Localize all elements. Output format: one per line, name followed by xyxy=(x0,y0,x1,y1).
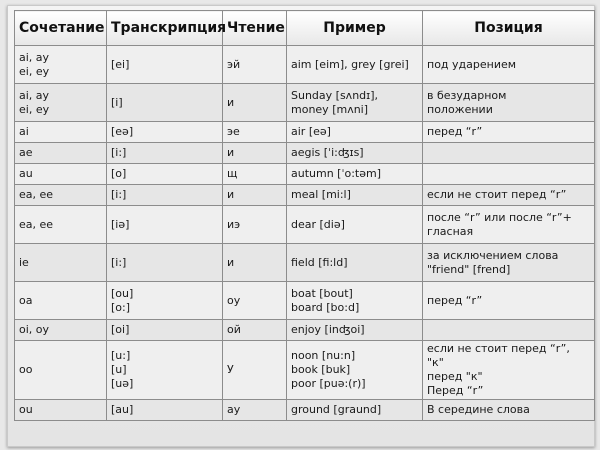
letter-combinations-table xyxy=(14,10,595,421)
table-row xyxy=(15,143,595,164)
header-transcription: Транскрипция xyxy=(107,11,223,46)
cell-example: field [fi:ld] xyxy=(287,244,423,282)
table-row xyxy=(15,400,595,421)
cell-transcription: [eə] xyxy=(107,122,223,143)
cell-reading: оу xyxy=(223,282,287,320)
slide-panel xyxy=(7,5,595,447)
cell-example: autumn [ˈo:təm] xyxy=(287,164,423,185)
table-header-row xyxy=(15,11,595,46)
header-combination: Сочетание xyxy=(15,11,107,46)
cell-combination: oi, oy xyxy=(15,320,107,341)
cell-position: В середине слова xyxy=(423,400,595,421)
cell-example: noon [nu:n] book [buk] poor [puə:(r)] xyxy=(287,341,423,400)
cell-reading: и xyxy=(223,143,287,164)
table-row xyxy=(15,282,595,320)
cell-transcription: [ei] xyxy=(107,46,223,84)
cell-transcription: [i] xyxy=(107,84,223,122)
cell-transcription: [iə] xyxy=(107,206,223,244)
cell-position xyxy=(423,320,595,341)
cell-combination: ai, ay ei, ey xyxy=(15,46,107,84)
cell-reading: иэ xyxy=(223,206,287,244)
cell-transcription: [o] xyxy=(107,164,223,185)
cell-position: в безударном положении xyxy=(423,84,595,122)
cell-combination: ie xyxy=(15,244,107,282)
table-row xyxy=(15,84,595,122)
cell-transcription: [ou] [o:] xyxy=(107,282,223,320)
cell-reading: ау xyxy=(223,400,287,421)
cell-reading: эе xyxy=(223,122,287,143)
cell-transcription: [i:] xyxy=(107,143,223,164)
cell-transcription: [i:] xyxy=(107,185,223,206)
cell-position: если не стоит перед “r” xyxy=(423,185,595,206)
cell-example: dear [diə] xyxy=(287,206,423,244)
cell-example: meal [mi:l] xyxy=(287,185,423,206)
cell-position: после “r” или после “r”+ гласная xyxy=(423,206,595,244)
cell-reading: и xyxy=(223,84,287,122)
cell-combination: ou xyxy=(15,400,107,421)
cell-example: Sunday [sʌndɪ], money [mʌni] xyxy=(287,84,423,122)
cell-position: перед “r” xyxy=(423,282,595,320)
cell-example: ground [graund] xyxy=(287,400,423,421)
cell-transcription: [oi] xyxy=(107,320,223,341)
cell-position: перед “r” xyxy=(423,122,595,143)
cell-position xyxy=(423,143,595,164)
cell-reading: У xyxy=(223,341,287,400)
cell-combination: ai, ay ei, ey xyxy=(15,84,107,122)
cell-combination: au xyxy=(15,164,107,185)
cell-example: aim [eim], grey [grei] xyxy=(287,46,423,84)
table-row xyxy=(15,185,595,206)
table-row xyxy=(15,122,595,143)
cell-reading: ой xyxy=(223,320,287,341)
cell-combination: ai xyxy=(15,122,107,143)
table-row xyxy=(15,320,595,341)
header-reading: Чтение xyxy=(223,11,287,46)
cell-example: boat [bout] board [bo:d] xyxy=(287,282,423,320)
table-body xyxy=(15,46,595,421)
header-example: Пример xyxy=(287,11,423,46)
table-row xyxy=(15,341,595,400)
table-row xyxy=(15,244,595,282)
cell-reading: щ xyxy=(223,164,287,185)
cell-combination: ea, ee xyxy=(15,185,107,206)
cell-position: за исключением слова "friend" [frend] xyxy=(423,244,595,282)
cell-transcription: [i:] xyxy=(107,244,223,282)
cell-transcription: [u:] [u] [uə] xyxy=(107,341,223,400)
cell-example: air [eə] xyxy=(287,122,423,143)
cell-combination: oa xyxy=(15,282,107,320)
table-row xyxy=(15,164,595,185)
header-position: Позиция xyxy=(423,11,595,46)
cell-reading: эй xyxy=(223,46,287,84)
cell-combination: ae xyxy=(15,143,107,164)
table-row xyxy=(15,206,595,244)
cell-reading: и xyxy=(223,244,287,282)
cell-reading: и xyxy=(223,185,287,206)
cell-combination: ea, ee xyxy=(15,206,107,244)
cell-position xyxy=(423,164,595,185)
table-row xyxy=(15,46,595,84)
cell-position: если не стоит перед “r”, "к" перед "к" Перед “r” xyxy=(423,341,595,400)
cell-example: aegis [ˈi:ʤɪs] xyxy=(287,143,423,164)
cell-transcription: [au] xyxy=(107,400,223,421)
cell-combination: oo xyxy=(15,341,107,400)
cell-position: под ударением xyxy=(423,46,595,84)
cell-example: enjoy [inʤoi] xyxy=(287,320,423,341)
